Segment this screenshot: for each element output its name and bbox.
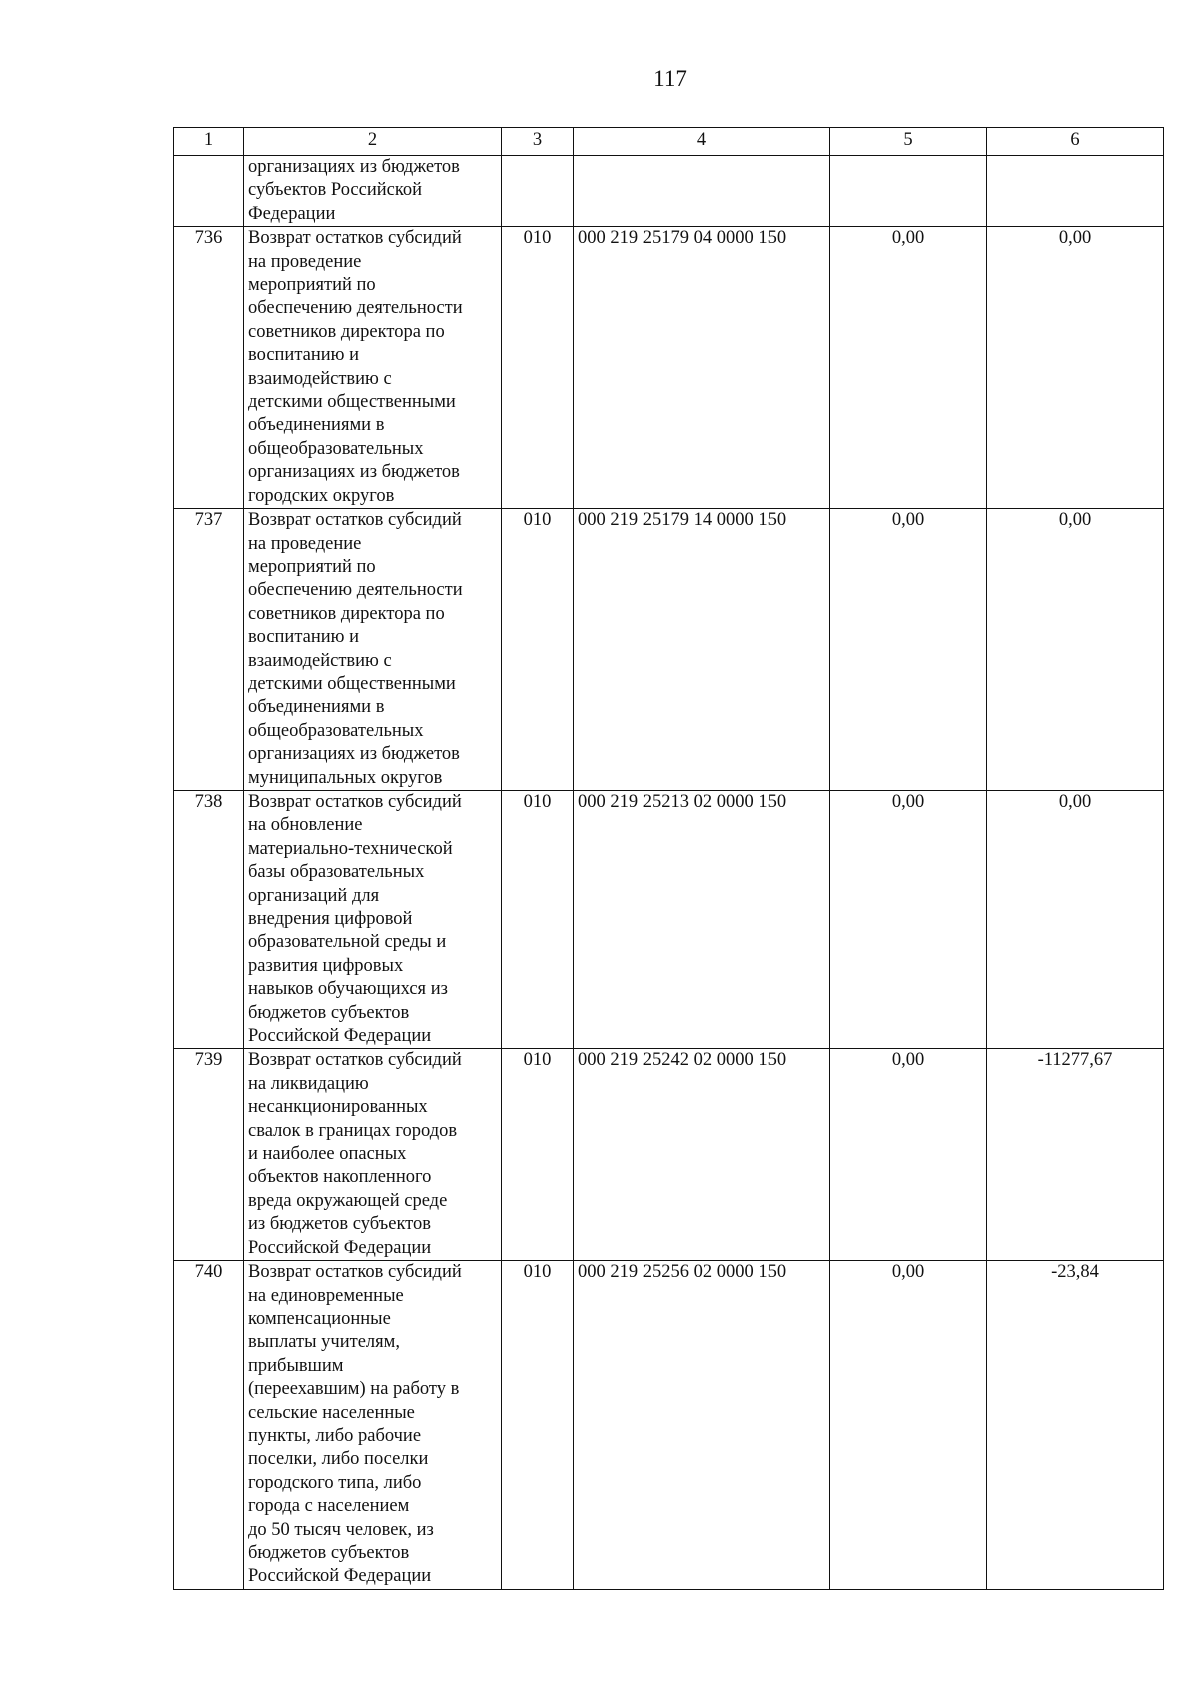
row-name: Возврат остатков субсидий на ликвидацию несанкционированных свалок в границах городов и наиболее опасных объектов накопленного вреда окружающей среде из бюджетов субъектов Российской Федерации (244, 1049, 502, 1261)
row-budget-code: 000 219 25179 04 0000 150 (574, 227, 830, 509)
row-budget-code: 000 219 25242 02 0000 150 (574, 1049, 830, 1261)
row-value-5 (830, 156, 987, 227)
row-number (174, 156, 244, 227)
table-row (174, 227, 1164, 509)
row-value-5: 0,00 (830, 1261, 987, 1590)
header-cell-3: 3 (502, 128, 574, 156)
row-budget-code: 000 219 25179 14 0000 150 (574, 509, 830, 791)
row-value-5: 0,00 (830, 509, 987, 791)
row-admin-code: 010 (502, 227, 574, 509)
row-admin-code: 010 (502, 1049, 574, 1261)
row-name: организациях из бюджетов субъектов Российской Федерации (244, 156, 502, 227)
row-budget-code (574, 156, 830, 227)
table-row (174, 790, 1164, 1048)
budget-table (173, 127, 1164, 1590)
page-number: 117 (653, 66, 687, 91)
row-value-5: 0,00 (830, 227, 987, 509)
row-admin-code (502, 156, 574, 227)
row-name: Возврат остатков субсидий на проведение мероприятий по обеспечению деятельности советников директора по воспитанию и взаимодействию с детскими общественными объединениями в общеобразовательных организациях из бюджетов городских округов (244, 227, 502, 509)
header-cell-1: 1 (174, 128, 244, 156)
row-admin-code: 010 (502, 509, 574, 791)
header-cell-2: 2 (244, 128, 502, 156)
row-value-6: 0,00 (987, 790, 1164, 1048)
row-name: Возврат остатков субсидий на единовременные компенсационные выплаты учителям, прибывшим (переехавшим) на работу в сельские населенные пункты, либо рабочие поселки, либо поселки городского типа, либо города с населением до 50 тысяч человек, из бюджетов субъектов Российской Федерации (244, 1261, 502, 1590)
row-budget-code: 000 219 25213 02 0000 150 (574, 790, 830, 1048)
row-admin-code: 010 (502, 1261, 574, 1590)
row-number: 737 (174, 509, 244, 791)
row-number: 738 (174, 790, 244, 1048)
row-value-6: 0,00 (987, 227, 1164, 509)
row-number: 736 (174, 227, 244, 509)
row-value-6 (987, 156, 1164, 227)
row-number: 739 (174, 1049, 244, 1261)
table-row (174, 1049, 1164, 1261)
row-admin-code: 010 (502, 790, 574, 1048)
row-budget-code: 000 219 25256 02 0000 150 (574, 1261, 830, 1590)
row-value-6: 0,00 (987, 509, 1164, 791)
table-row (174, 1261, 1164, 1590)
header-cell-6: 6 (987, 128, 1164, 156)
table-row (174, 156, 1164, 227)
row-value-5: 0,00 (830, 790, 987, 1048)
row-value-6: -23,84 (987, 1261, 1164, 1590)
table-row (174, 509, 1164, 791)
row-name: Возврат остатков субсидий на проведение мероприятий по обеспечению деятельности советников директора по воспитанию и взаимодействию с детскими общественными объединениями в общеобразовательных организациях из бюджетов муниципальных округов (244, 509, 502, 791)
row-value-5: 0,00 (830, 1049, 987, 1261)
table-header-row (174, 128, 1164, 156)
header-cell-5: 5 (830, 128, 987, 156)
row-name: Возврат остатков субсидий на обновление материально-технической базы образовательных организаций для внедрения цифровой образовательной среды и развития цифровых навыков обучающихся из бюджетов субъектов Российской Федерации (244, 790, 502, 1048)
header-cell-4: 4 (574, 128, 830, 156)
row-number: 740 (174, 1261, 244, 1590)
row-value-6: -11277,67 (987, 1049, 1164, 1261)
